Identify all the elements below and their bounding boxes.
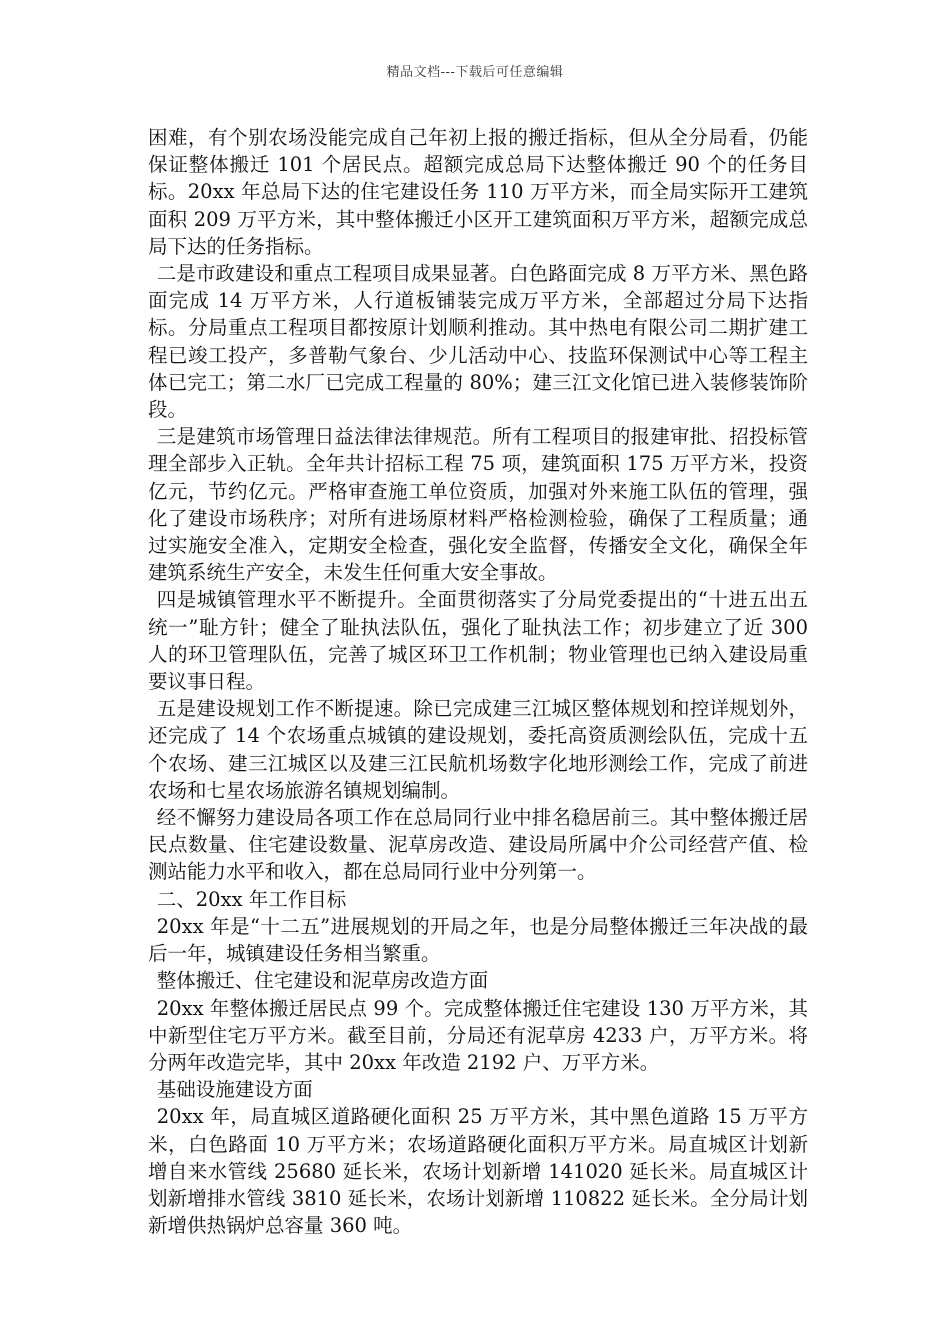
- subheading-housing: 整体搬迁、住宅建设和泥草房改造方面: [156, 969, 489, 993]
- paragraph-ranking: 经不懈努力建设局各项工作在总局同行业中排名稳居前三。其中整体搬迁居民点数量、住宅建设数量、泥草房改造、建设局所属中介公司经营产值、检测站能力水平和收入，都在总局同行业中分列第一。: [148, 806, 808, 884]
- section-heading-goals: 二、20xx 年工作目标: [156, 887, 347, 911]
- document-body: [148, 124, 808, 1239]
- paragraph-planning-work: 五是建设规划工作不断提速。除已完成建三江城区整体规划和控详规划外，还完成了 14 个农场重点城镇的建设规划，委托高资质测绘队伍，完成十五个农场、建三江城区以及建三江民航机场数字化地形测绘工作，完成了前进农场和七星农场旅游名镇规划编制。: [148, 697, 808, 802]
- page-header: 精品文档---下载后可任意编辑: [386, 65, 564, 80]
- paragraph-town-management: 四是城镇管理水平不断提升。全面贯彻落实了分局党委提出的“十进五出五统一”耻方针；健全了耻执法队伍，强化了耻执法工作；初步建立了近 300 人的环卫管理队伍，完善了城区环卫工作机制；物业管理也已纳入建设局重要议事日程。: [148, 588, 808, 694]
- paragraph-housing-goals: 20xx 年整体搬迁居民点 99 个。完成整体搬迁住宅建设 130 万平方米，其中新型住宅万平方米。截至目前，分局还有泥草房 4233 户，万平方米。将分两年改造完毕，其中 20xx 年改造 2192 户、万平方米。: [148, 996, 808, 1074]
- subheading-infrastructure: 基础设施建设方面: [156, 1078, 313, 1102]
- paragraph-infrastructure-goals: 20xx 年，局直城区道路硬化面积 25 万平方米，其中黑色道路 15 万平方米，白色路面 10 万平方米；农场道路硬化面积万平方米。局直城区计划新增自来水管线 25680 延长米，农场计划新增 141020 延长米。局直城区计划新增排水管线 3810 延长米，农场计划新增 110822 延长米。全分局计划新增供热锅炉总容量 360 吨。: [148, 1105, 808, 1238]
- paragraph-goals-intro: 20xx 年是“十二五”进展规划的开局之年，也是分局整体搬迁三年决战的最后一年，城镇建设任务相当繁重。: [148, 914, 808, 966]
- paragraph-market-management: 三是建筑市场管理日益法律法律规范。所有工程项目的报建审批、招投标管理全部步入正轨。全年共计招标工程 75 项，建筑面积 175 万平方米，投资亿元，节约亿元。严格审查施工单位资质，加强对外来施工队伍的管理，强化了建设市场秩序；对所有进场原材料严格检测检验，确保了工程质量；通过实施安全准入，定期安全检查，强化安全监督，传播安全文化，确保全年建筑系统生产安全，未发生任何重大安全事故。: [148, 425, 808, 585]
- paragraph-municipal-construction: 二是市政建设和重点工程项目成果显著。白色路面完成 8 万平方米、黑色路面完成 14 万平方米，人行道板铺装完成万平方米，全部超过分局下达指标。分局重点工程项目都按原计划顺利推动。其中热电有限公司二期扩建工程已竣工投产，多普勒气象台、少儿活动中心、技监环保测试中心等工程主体已完工；第二水厂已完成工程量的 80%；建三江文化馆已进入装修装饰阶段。: [148, 262, 808, 422]
- paragraph-relocation-summary: 困难，有个别农场没能完成自己年初上报的搬迁指标，但从全分局看，仍能保证整体搬迁 101 个居民点。超额完成总局下达整体搬迁 90 个的任务目标。20xx 年总局下达的住宅建设任务 110 万平方米，而全局实际开工建筑面积 209 万平方米，其中整体搬迁小区开工建筑面积万平方米，超额完成总局下达的任务指标。: [148, 126, 808, 258]
